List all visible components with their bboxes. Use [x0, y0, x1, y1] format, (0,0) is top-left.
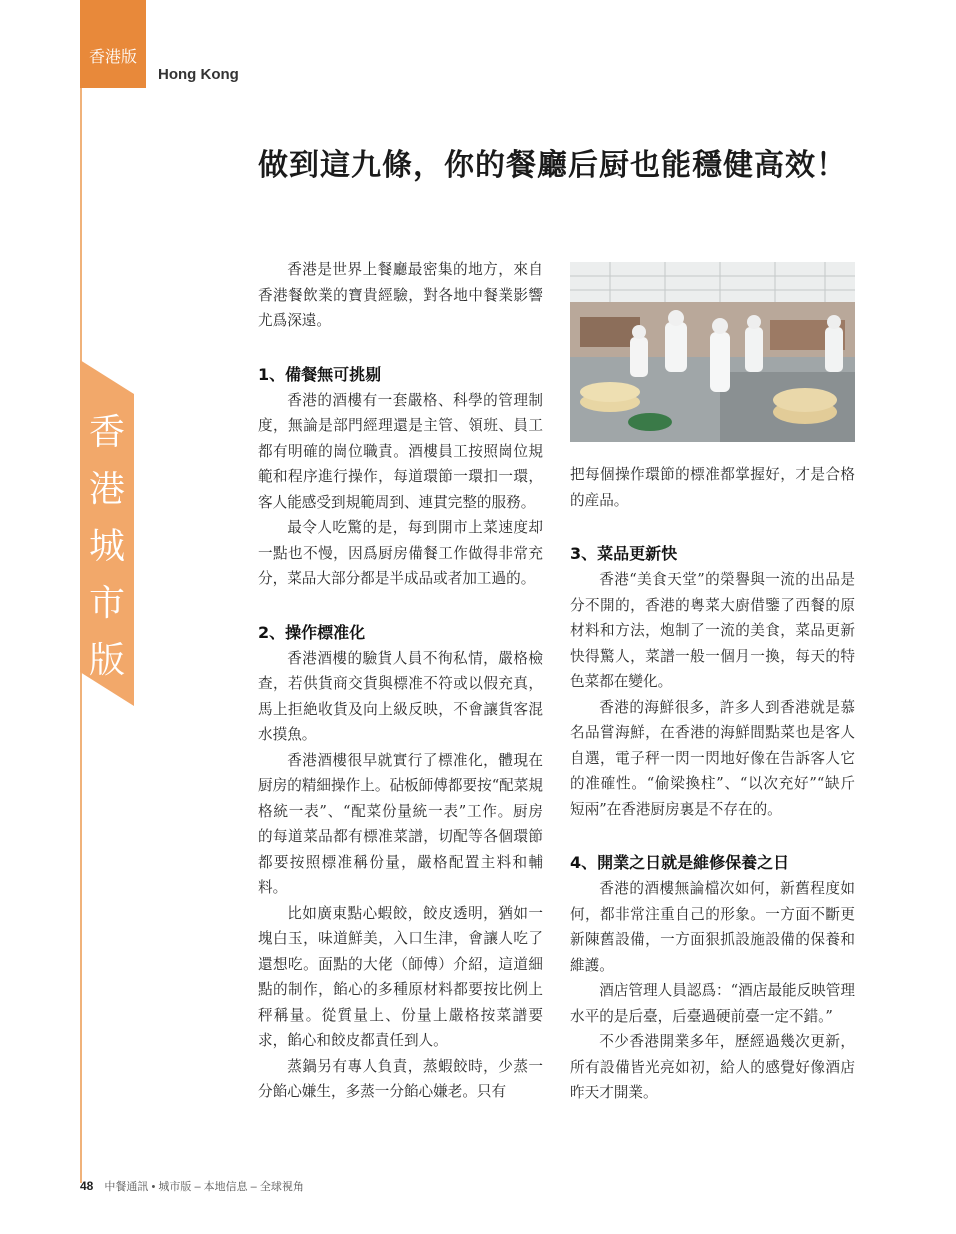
publication-name: 中餐通訊 • 城市版 – 本地信息 – 全球視角: [104, 1181, 304, 1193]
body-paragraph: 不少香港開業多年，歷經過幾次更新，所有設備皆光亮如初，給人的感覺好像酒店昨天才開業。: [570, 1033, 855, 1101]
kitchen-photo: [570, 262, 855, 442]
body-paragraph: 蒸鍋另有專人負責，蒸蝦餃時，少蒸一分餡心嫌生，多蒸一分餡心嫌老。只有: [258, 1057, 543, 1100]
continued-paragraph: 把每個操作環節的標准都掌握好，才是合格的産品。: [570, 466, 855, 509]
side-char: 市: [88, 583, 125, 624]
section-heading: 1、備餐無可挑剔: [258, 364, 382, 384]
body-paragraph: 香港的酒樓無論檔次如何，新舊程度如何，都非常注重自己的形象。一方面不斷更新陳舊設備，一方面狠抓設施設備的保養和維護。: [570, 880, 855, 974]
body-paragraph: 香港酒樓很早就實行了標准化，體現在厨房的精細操作上。砧板師傅都要按“配菜規格統一表”、“配菜份量統一表”工作。厨房的每道菜品都有標准菜譜，切配等各個環節都要按照標准稱份量，嚴格配置主料和輔料。: [258, 751, 543, 896]
page-number: 48: [80, 1179, 94, 1193]
body-paragraph: 最令人吃驚的是，每到開市上菜速度却一點也不慢，因爲厨房備餐工作做得非常充分，菜品大部分都是半成品或者加工過的。: [258, 519, 543, 587]
body-paragraph: 香港“美食天堂”的榮譽與一流的出品是分不開的，香港的粵菜大廚借鑒了西餐的原材料和方法，炮制了一流的美食，菜品更新快得驚人，菜譜一般一個月一換，每天的特色菜都在變化。: [570, 571, 855, 690]
side-char: 香: [88, 412, 125, 453]
body-paragraph: 比如廣東點心蝦餃，餃皮透明，猶如一塊白玉，味道鮮美，入口生津，會讓人吃了還想吃。面點的大佬（師傅）介紹，這道細點的制作，餡心的多種原材料都要按比例上秤稱量。從質量上、份量上嚴格按菜譜要求，餡心和餃皮都責任到人。: [258, 904, 543, 1049]
section-heading: 3、菜品更新快: [570, 544, 678, 563]
body-paragraph: 香港的海鮮很多，許多人到香港就是慕名品嘗海鮮，在香港的海鮮間點菜也是客人自選，電子秤一閃一閃地好像在告訴客人它的准確性。“偷梁換柱”、“以次充好”“缺斤短兩”在香港厨房裏是不存在的。: [570, 698, 855, 818]
edition-tab: [80, 0, 146, 88]
body-paragraph: 酒店管理人員認爲：“酒店最能反映管理水平的是后臺，后臺過硬前臺一定不錯。”: [570, 982, 855, 1025]
side-section-label: [80, 404, 134, 689]
edition-tab-label: 香港版: [88, 47, 137, 66]
side-char: 港: [88, 469, 125, 510]
intro-paragraph: 香港是世界上餐廳最密集的地方，來自香港餐飲業的寶貴經驗，對各地中餐業影響尤爲深遠。: [258, 261, 543, 329]
article-headline: 做到這九條，你的餐廳后厨也能穩健高效！: [258, 148, 847, 183]
body-paragraph: 香港酒樓的驗貨人員不徇私情，嚴格檢查，若供貨商交貨與標准不符或以假充真，馬上拒絶收貨及向上級反映，不會讓貨客混水摸魚。: [258, 649, 543, 743]
side-section-band: [80, 360, 134, 706]
side-char: 版: [88, 640, 125, 681]
section-heading: 2、操作標准化: [258, 622, 366, 642]
page-footer: [80, 1178, 304, 1194]
side-char: 城: [88, 526, 125, 567]
body-paragraph: 香港的酒樓有一套嚴格、科學的管理制度，無論是部門經理還是主管、領班、員工都有明確的崗位職責。酒樓員工按照崗位規範和程序進行操作，每道環節一環扣一環，客人能感受到規範周到、連貫完整的服務。: [258, 391, 543, 511]
region-label: Hong Kong: [158, 66, 239, 83]
right-column: [570, 462, 855, 1106]
left-column: [258, 257, 543, 1105]
section-heading: 4、開業之日就是維修保養之日: [570, 853, 790, 872]
